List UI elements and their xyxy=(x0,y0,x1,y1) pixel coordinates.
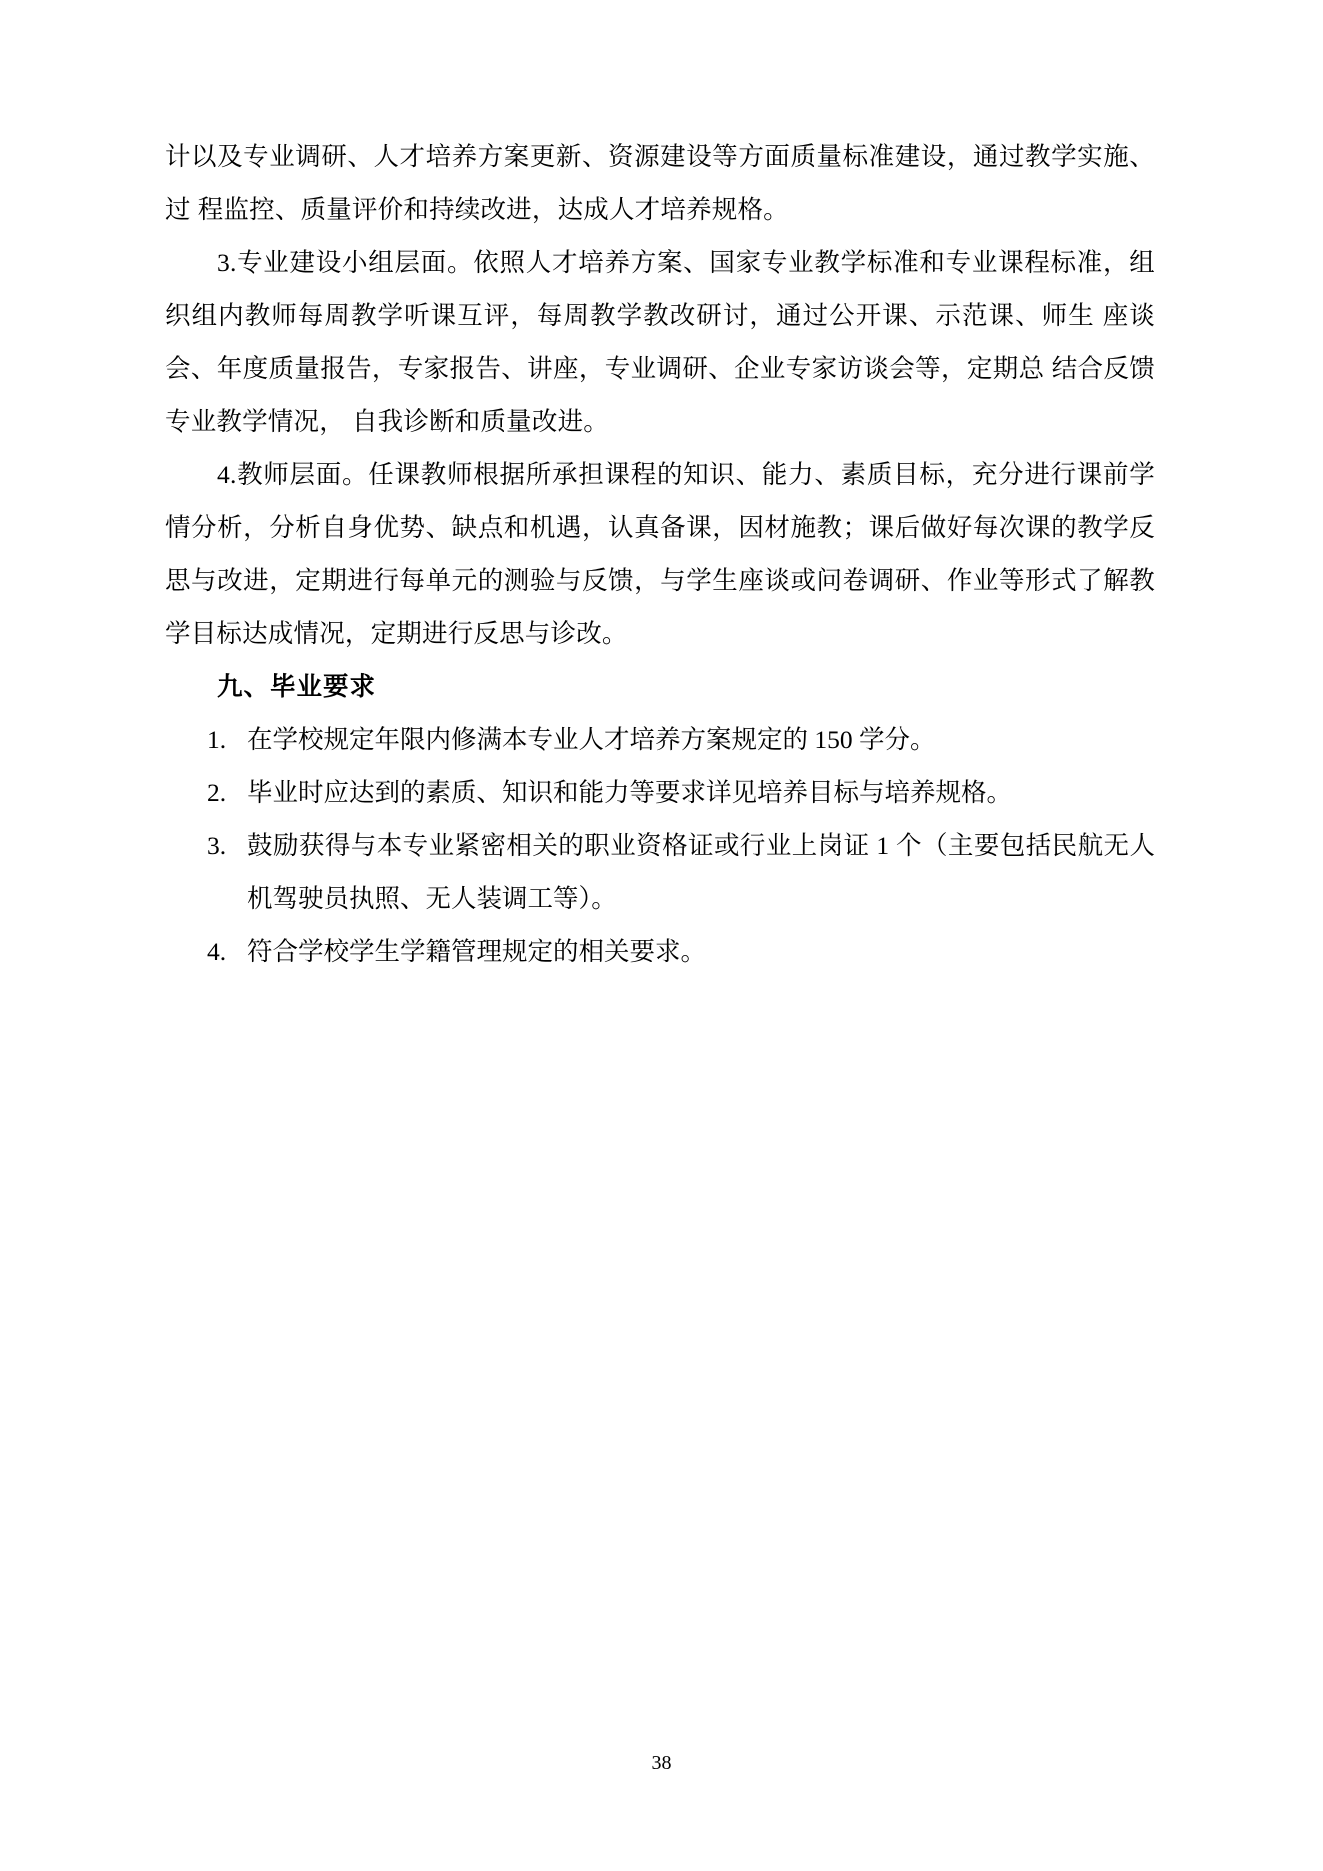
list-item-number: 1. xyxy=(207,725,227,754)
list-item-number: 3. xyxy=(207,831,227,860)
paragraph-continued: 计以及专业调研、人才培养方案更新、资源建设等方面质量标准建设，通过教学实施、过 程监控、质量评价和持续改进，达成人才培养规格。 xyxy=(165,142,1155,224)
list-item-number: 2. xyxy=(207,778,227,807)
list-item xyxy=(165,713,1155,766)
list-item-text: 在学校规定年限内修满本专业人才培养方案规定的 150 学分。 xyxy=(247,725,936,754)
page-number-footer: 38 xyxy=(651,1752,672,1774)
list-item-text: 鼓励获得与本专业紧密相关的职业资格证或行业上岗证 1 个（主要包括民航无人机驾驶员执照、无人装调工等）。 xyxy=(247,831,1155,913)
paragraph-item-4: 4.教师层面。任课教师根据所承担课程的知识、能力、素质目标，充分进行课前学情分析，分析自身优势、缺点和机遇，认真备课，因材施教；课后做好每次课的教学反思与改进，定期进行每单元的测验与反馈，与学生座谈或问卷调研、作业等形式了解教学目标达成情况，定期进行反思与诊改。 xyxy=(165,460,1155,648)
list-item-number: 4. xyxy=(207,937,227,966)
paragraph-item-3: 3.专业建设小组层面。依照人才培养方案、国家专业教学标准和专业课程标准，组织组内教师每周教学听课互评，每周教学教改研讨，通过公开课、示范课、师生 座谈会、年度质量报告，专家报告、讲座，专业调研、企业专家访谈会等，定期总 结合反馈专业教学情况， 自我诊断和质量改进。 xyxy=(165,248,1155,436)
section-heading-graduation-requirements: 九、毕业要求 xyxy=(217,672,377,701)
list-item xyxy=(165,819,1155,925)
graduation-requirements-list xyxy=(165,713,1155,978)
list-item-text: 毕业时应达到的素质、知识和能力等要求详见培养目标与培养规格。 xyxy=(247,778,1013,807)
list-item-text: 符合学校学生学籍管理规定的相关要求。 xyxy=(247,937,707,966)
list-item xyxy=(165,925,1155,978)
list-item xyxy=(165,766,1155,819)
page-content xyxy=(165,130,1155,978)
